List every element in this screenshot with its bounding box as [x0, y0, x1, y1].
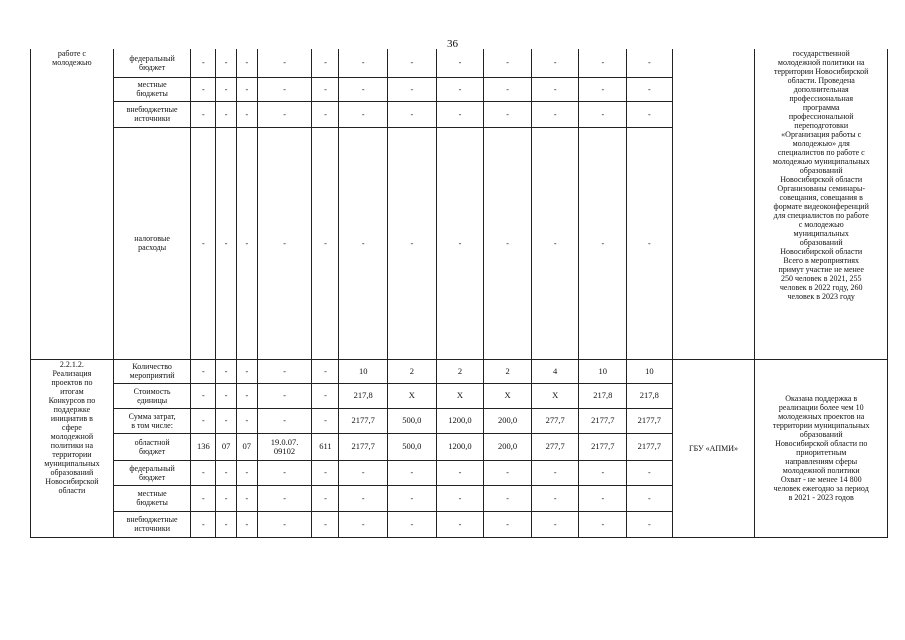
- funding-source-cell: местные бюджеты: [113, 77, 191, 101]
- value-cell: 217,8: [339, 383, 388, 408]
- value-cell: -: [191, 49, 216, 77]
- value-cell: -: [388, 485, 437, 511]
- value-cell: 1200,0: [436, 408, 484, 433]
- value-cell: -: [484, 485, 532, 511]
- value-cell: -: [236, 49, 257, 77]
- value-cell: -: [312, 383, 339, 408]
- value-cell: -: [484, 101, 532, 127]
- value-cell: -: [388, 127, 437, 359]
- value-cell: -: [531, 485, 579, 511]
- value-cell: 200,0: [484, 408, 532, 433]
- value-cell: 10: [627, 359, 673, 383]
- funding-source-cell: федеральный бюджет: [113, 49, 191, 77]
- table-row: [31, 49, 888, 77]
- value-cell: -: [257, 460, 312, 485]
- value-cell: -: [257, 77, 312, 101]
- value-cell: X: [484, 383, 532, 408]
- value-cell: -: [216, 77, 237, 101]
- value-cell: -: [531, 49, 579, 77]
- value-cell: 2: [388, 359, 437, 383]
- value-cell: -: [579, 485, 627, 511]
- funding-source-cell: областной бюджет: [113, 433, 191, 460]
- activity-name-cell: работе с молодежью: [31, 49, 114, 359]
- value-cell: -: [627, 460, 673, 485]
- value-cell: -: [216, 127, 237, 359]
- value-cell: -: [436, 511, 484, 537]
- value-cell: -: [627, 77, 673, 101]
- value-cell: -: [236, 127, 257, 359]
- value-cell: -: [191, 383, 216, 408]
- funding-source-cell: Стоимость единицы: [113, 383, 191, 408]
- value-cell: -: [257, 485, 312, 511]
- table-row: [31, 359, 888, 383]
- value-cell: -: [236, 460, 257, 485]
- value-cell: 4: [531, 359, 579, 383]
- funding-source-cell: федеральный бюджет: [113, 460, 191, 485]
- value-cell: -: [627, 511, 673, 537]
- value-cell: -: [216, 49, 237, 77]
- value-cell: -: [579, 127, 627, 359]
- value-cell: -: [216, 383, 237, 408]
- rz-code-cell: 07: [216, 433, 237, 460]
- kgrbs-code-cell: 136: [191, 433, 216, 460]
- value-cell: -: [579, 511, 627, 537]
- value-cell: -: [531, 511, 579, 537]
- funding-source-cell: внебюджетные источники: [113, 511, 191, 537]
- value-cell: -: [436, 460, 484, 485]
- value-cell: -: [579, 77, 627, 101]
- value-cell: -: [312, 511, 339, 537]
- value-cell: 500,0: [388, 433, 437, 460]
- value-cell: -: [191, 77, 216, 101]
- value-cell: -: [339, 49, 388, 77]
- value-cell: -: [339, 485, 388, 511]
- value-cell: 2177,7: [339, 408, 388, 433]
- value-cell: 1200,0: [436, 433, 484, 460]
- value-cell: -: [627, 485, 673, 511]
- value-cell: -: [257, 383, 312, 408]
- value-cell: -: [191, 101, 216, 127]
- value-cell: -: [388, 77, 437, 101]
- page-number: 36: [447, 38, 458, 50]
- value-cell: -: [627, 101, 673, 127]
- value-cell: -: [484, 127, 532, 359]
- value-cell: -: [216, 485, 237, 511]
- value-cell: 200,0: [484, 433, 532, 460]
- value-cell: 2177,7: [579, 408, 627, 433]
- value-cell: -: [531, 127, 579, 359]
- value-cell: -: [191, 408, 216, 433]
- value-cell: -: [236, 359, 257, 383]
- value-cell: -: [216, 511, 237, 537]
- value-cell: -: [339, 127, 388, 359]
- pr-code-cell: 07: [236, 433, 257, 460]
- value-cell: -: [216, 101, 237, 127]
- value-cell: 500,0: [388, 408, 437, 433]
- value-cell: 2177,7: [339, 433, 388, 460]
- value-cell: -: [312, 127, 339, 359]
- value-cell: 2177,7: [579, 433, 627, 460]
- value-cell: 2: [436, 359, 484, 383]
- value-cell: -: [627, 49, 673, 77]
- value-cell: -: [627, 127, 673, 359]
- value-cell: -: [257, 408, 312, 433]
- funding-source-cell: внебюджетные источники: [113, 101, 191, 127]
- value-cell: -: [388, 101, 437, 127]
- value-cell: -: [236, 485, 257, 511]
- value-cell: -: [257, 359, 312, 383]
- value-cell: -: [312, 460, 339, 485]
- value-cell: -: [312, 408, 339, 433]
- value-cell: -: [388, 49, 437, 77]
- value-cell: -: [484, 49, 532, 77]
- value-cell: -: [484, 511, 532, 537]
- value-cell: -: [191, 511, 216, 537]
- value-cell: X: [436, 383, 484, 408]
- value-cell: -: [388, 460, 437, 485]
- value-cell: -: [436, 127, 484, 359]
- executor-cell: ГБУ «АПМИ»: [672, 359, 755, 537]
- value-cell: -: [436, 77, 484, 101]
- value-cell: -: [531, 460, 579, 485]
- value-cell: -: [312, 49, 339, 77]
- activity-name-cell: 2.2.1.2. Реализация проектов по итогам Конкурсов по поддержке инициатив в сфере молодежной политики на территории муниципальных образований Новосибирской области: [31, 359, 114, 537]
- value-cell: -: [436, 49, 484, 77]
- program-table: [30, 49, 888, 538]
- value-cell: 10: [579, 359, 627, 383]
- funding-source-cell: Количество мероприятий: [113, 359, 191, 383]
- value-cell: -: [436, 101, 484, 127]
- value-cell: 277,7: [531, 408, 579, 433]
- value-cell: -: [216, 359, 237, 383]
- expected-result-cell: Оказана поддержка в реализации более чем 10 молодежных проектов на территории муниципальных образований Новосибирской области по приоритетным направлениям сферы молодежной политики Охват - не менее 14 800 человек ежегодно за период в 2021 - 2023 годов: [755, 359, 888, 537]
- value-cell: -: [339, 460, 388, 485]
- value-cell: 2177,7: [627, 408, 673, 433]
- value-cell: -: [257, 49, 312, 77]
- value-cell: -: [236, 77, 257, 101]
- value-cell: X: [531, 383, 579, 408]
- value-cell: -: [339, 101, 388, 127]
- value-cell: -: [579, 49, 627, 77]
- value-cell: 277,7: [531, 433, 579, 460]
- expected-result-cell: государственной молодежной политики на территории Новосибирской области. Проведена дополнительная профессиональная программа профессиональной переподготовки «Организация работы с молодежью» для специалистов по работе с молодежью муниципальных образований Новосибирской области Организованы семинары- совещания, совещания в формате видеоконференций для специалистов по работе с молодежью муниципальных образований Новосибирской области Всего в мероприятиях примут участие не менее 250 человек в 2021, 255 человек в 2022 году, 260 человек в 2023 году: [755, 49, 888, 359]
- value-cell: -: [216, 460, 237, 485]
- value-cell: -: [579, 101, 627, 127]
- value-cell: -: [579, 460, 627, 485]
- value-cell: -: [191, 460, 216, 485]
- value-cell: -: [312, 77, 339, 101]
- value-cell: 2177,7: [627, 433, 673, 460]
- value-cell: -: [339, 77, 388, 101]
- value-cell: -: [236, 383, 257, 408]
- value-cell: -: [339, 511, 388, 537]
- value-cell: -: [191, 359, 216, 383]
- value-cell: -: [436, 485, 484, 511]
- vr-code-cell: 611: [312, 433, 339, 460]
- value-cell: -: [484, 77, 532, 101]
- value-cell: -: [216, 408, 237, 433]
- value-cell: -: [191, 127, 216, 359]
- value-cell: -: [531, 101, 579, 127]
- funding-source-cell: местные бюджеты: [113, 485, 191, 511]
- value-cell: 2: [484, 359, 532, 383]
- value-cell: -: [191, 485, 216, 511]
- csr-code-cell: 19.0.07. 09102: [257, 433, 312, 460]
- value-cell: 217,8: [579, 383, 627, 408]
- value-cell: -: [257, 101, 312, 127]
- value-cell: -: [236, 408, 257, 433]
- value-cell: 217,8: [627, 383, 673, 408]
- value-cell: -: [257, 127, 312, 359]
- funding-source-cell: налоговые расходы: [113, 127, 191, 359]
- value-cell: 10: [339, 359, 388, 383]
- value-cell: -: [484, 460, 532, 485]
- value-cell: -: [531, 77, 579, 101]
- value-cell: -: [312, 359, 339, 383]
- value-cell: -: [236, 101, 257, 127]
- value-cell: -: [388, 511, 437, 537]
- value-cell: X: [388, 383, 437, 408]
- value-cell: -: [236, 511, 257, 537]
- executor-cell: [672, 49, 755, 359]
- value-cell: -: [257, 511, 312, 537]
- funding-source-cell: Сумма затрат, в том числе:: [113, 408, 191, 433]
- value-cell: -: [312, 101, 339, 127]
- value-cell: -: [312, 485, 339, 511]
